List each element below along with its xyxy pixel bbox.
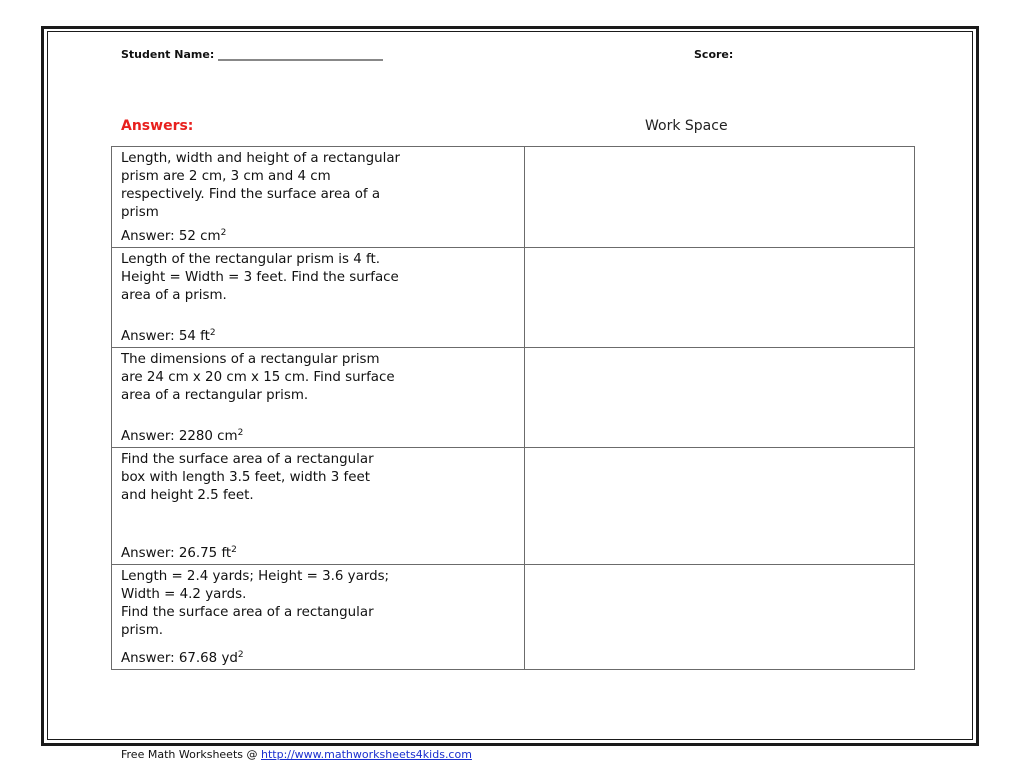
footer: [121, 748, 472, 761]
answer-table: [111, 146, 915, 670]
answer-text: [121, 229, 226, 245]
answer-value: Answer: 52 cm: [121, 229, 221, 244]
question-text: Length, width and height of a rectangular prism are 2 cm, 3 cm and 4 cm respectively. Find the surface area of a prism: [121, 151, 401, 220]
question-cell: [112, 147, 525, 248]
table-row: [112, 348, 915, 448]
answer-value: Answer: 54 ft: [121, 329, 210, 344]
answer-text: [121, 429, 243, 445]
table-row: [112, 565, 915, 670]
student-name-label: Student Name: ______________________________: [121, 48, 384, 61]
question-text: Length = 2.4 yards; Height = 3.6 yards; Width = 4.2 yards. Find the surface area of a rectangular prism.: [121, 569, 390, 638]
question-cell: [112, 248, 525, 348]
answer-exponent: 2: [237, 650, 244, 660]
answer-value: Answer: 26.75 ft: [121, 546, 232, 561]
answer-text: [121, 546, 237, 562]
answer-exponent: 2: [237, 428, 244, 438]
work-space-cell[interactable]: [525, 147, 915, 248]
answer-exponent: 2: [231, 545, 237, 555]
answer-value: Answer: 67.68 yd: [121, 651, 238, 666]
work-space-cell[interactable]: [525, 248, 915, 348]
question-text: Length of the rectangular prism is 4 ft. Height = Width = 3 feet. Find the surface area of a prism.: [121, 252, 399, 303]
footer-link[interactable]: http://www.mathworksheets4kids.com: [260, 748, 472, 761]
work-space-cell[interactable]: [525, 448, 915, 565]
question-text: Find the surface area of a rectangular box with length 3.5 feet, width 3 feet and height 2.5 feet.: [121, 452, 374, 503]
table-row: [112, 448, 915, 565]
answer-exponent: 2: [220, 228, 227, 238]
question-text: The dimensions of a rectangular prism are 24 cm x 20 cm x 15 cm. Find surface area of a rectangular prism.: [121, 352, 395, 403]
question-cell: [112, 565, 525, 670]
work-space-heading: Work Space: [645, 118, 728, 134]
answer-value: Answer: 2280 cm: [121, 429, 238, 444]
answer-exponent: 2: [209, 328, 216, 338]
answer-text: [121, 329, 216, 345]
footer-prefix: Free Math Worksheets @: [121, 748, 261, 761]
answer-text: [121, 651, 244, 667]
table-row: [112, 147, 915, 248]
answers-heading: Answers:: [121, 118, 194, 134]
work-space-cell[interactable]: [525, 565, 915, 670]
question-cell: [112, 348, 525, 448]
question-cell: [112, 448, 525, 565]
table-row: [112, 248, 915, 348]
score-label: Score:: [694, 48, 734, 61]
work-space-cell[interactable]: [525, 348, 915, 448]
